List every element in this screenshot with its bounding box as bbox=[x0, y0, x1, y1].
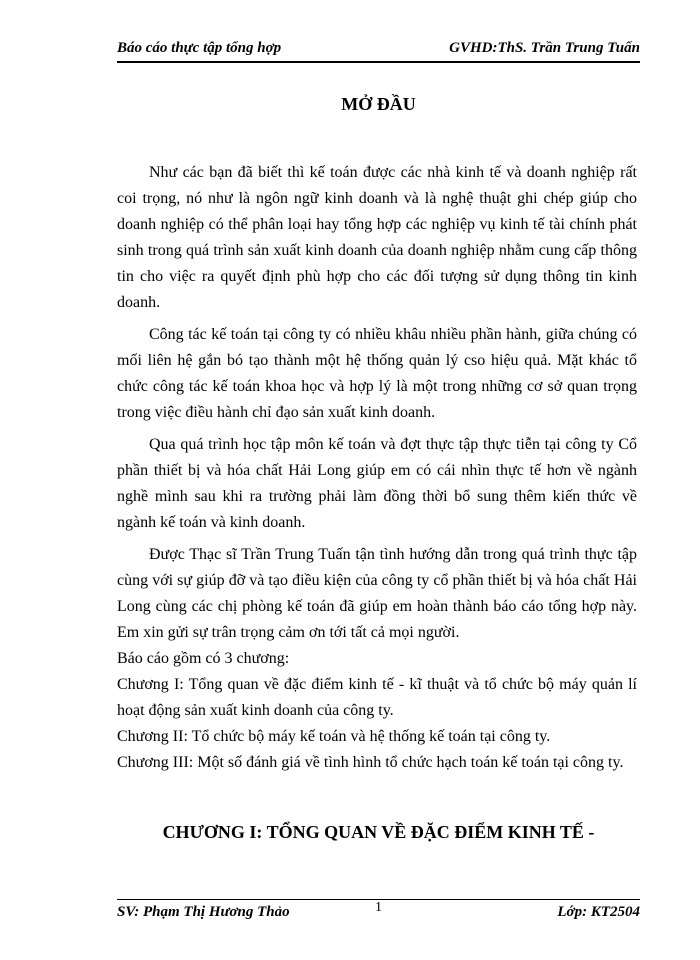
paragraph-2: Công tác kế toán tại công ty có nhiều khâu nhiều phần hành, giữa chúng có mối liên hệ gắn bó tạo thành một hệ thống quản lý cso hiệu quả. Mặt khác tổ chức công tác kế toán khoa học và hợp lý là một trong những cơ sở quan trọng trong việc điều hành chỉ đạo sản xuất kinh doanh. bbox=[117, 326, 637, 421]
header-report-title: Báo cáo thực tập tổng hợp bbox=[117, 40, 282, 56]
paragraph-1: Như các bạn đã biết thì kế toán được các nhà kinh tế và doanh nghiệp rất coi trọng, nó như là ngôn ngữ kinh doanh và là nghệ thuật ghi chép giúp cho doanh nghiệp có thể phân loại hay tổng hợp các nghiệp vụ kinh tế tài chính phát sinh trong quá trình sản xuất kinh doanh của doanh nghiệp nhằm cung cấp thông tin cho việc ra quyết định phù hợp cho các đối tượng sử dụng thông tin kinh doanh. bbox=[117, 164, 637, 311]
footer-class: Lớp: KT2504 bbox=[557, 904, 640, 920]
page-header bbox=[117, 38, 640, 60]
page-footer bbox=[117, 900, 640, 926]
header-advisor: GVHD:ThS. Trần Trung Tuấn bbox=[449, 40, 640, 56]
chapter-list-item-3: Chương III: Một số đánh giá về tình hình tổ chức hạch toán kế toán tại công ty. bbox=[117, 754, 624, 771]
page-number: 1 bbox=[375, 900, 382, 915]
header-rule bbox=[117, 61, 640, 63]
footer-student: SV: Phạm Thị Hương Thảo bbox=[117, 904, 290, 920]
document-body bbox=[117, 160, 637, 776]
page-title: MỞ ĐẦU bbox=[341, 94, 416, 114]
chapter-list-item-1: Chương I: Tổng quan về đặc điểm kinh tế - kĩ thuật và tổ chức bộ máy quản lí hoạt động sản xuất kinh doanh của công ty. bbox=[117, 676, 637, 719]
chapter-heading: CHƯƠNG I: TỔNG QUAN VỀ ĐẶC ĐIỂM KINH TẾ - bbox=[162, 822, 595, 842]
chapter-list-intro: Báo cáo gồm có 3 chương: bbox=[117, 650, 290, 667]
paragraph-4: Được Thạc sĩ Trần Trung Tuấn tận tình hướng dẫn trong quá trình thực tập cùng với sự giúp đỡ và tạo điều kiện của công ty cổ phần thiết bị và hóa chất Hải Long cùng các chị phòng kế toán đã giúp em hoàn thành báo cáo tổng hợp này. Em xin gửi sự trân trọng cảm ơn tới tất cả mọi người. bbox=[117, 546, 637, 641]
chapter-list-item-2: Chương II: Tổ chức bộ máy kế toán và hệ thống kế toán tại công ty. bbox=[117, 728, 551, 745]
paragraph-3: Qua quá trình học tập môn kế toán và đợt thực tập thực tiễn tại công ty Cổ phần thiết bị và hóa chất Hải Long giúp em có cái nhìn thực tế hơn về ngành nghề mình sau khi ra trường phải làm đồng thời bổ sung thêm kiến thức về ngành kế toán và kinh doanh. bbox=[117, 436, 637, 531]
